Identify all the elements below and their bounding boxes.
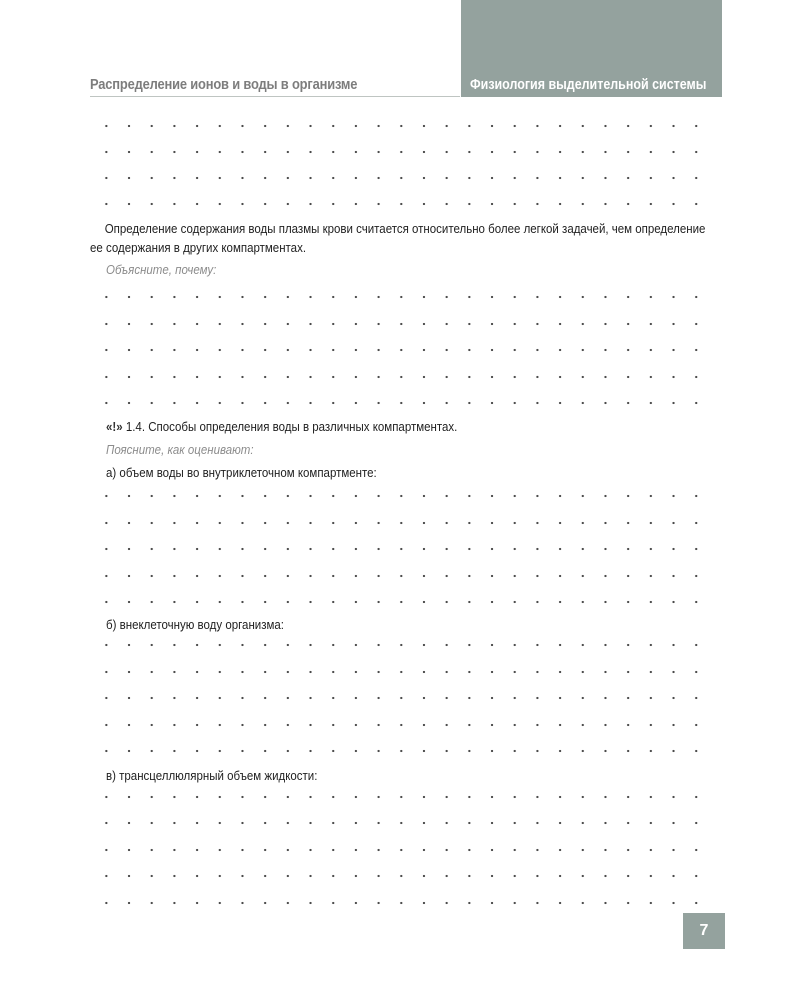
answer-line[interactable]	[95, 723, 707, 727]
answer-line[interactable]	[95, 295, 707, 299]
answer-line[interactable]	[95, 322, 707, 326]
answer-line[interactable]	[95, 150, 707, 154]
answer-line[interactable]	[95, 401, 707, 405]
answer-line[interactable]	[95, 848, 707, 852]
prompt-clarify: Поясните, как оценивают:	[106, 443, 254, 457]
answer-line[interactable]	[95, 600, 707, 604]
item-b-label: б) внеклеточную воду организма:	[106, 618, 285, 632]
section-header-title: Физиология выделительной системы	[470, 77, 707, 93]
question-paragraph: Определение содержания воды плазмы крови считается относительно более легкой задачей, чем определение ее содержания в других компартментах.	[90, 222, 706, 255]
answer-line[interactable]	[95, 670, 707, 674]
answer-line[interactable]	[95, 202, 707, 206]
chapter-header-title: Распределение ионов и воды в организме	[90, 76, 358, 93]
answer-line[interactable]	[95, 795, 707, 799]
answer-line[interactable]	[95, 901, 707, 905]
section-heading	[106, 418, 457, 437]
answer-line[interactable]	[95, 574, 707, 578]
answer-line[interactable]	[95, 124, 707, 128]
answer-line[interactable]	[95, 348, 707, 352]
answer-line[interactable]	[95, 643, 707, 647]
header-divider	[90, 96, 460, 97]
header-section-block	[461, 0, 722, 97]
prompt-explain: Объясните, почему:	[106, 263, 217, 277]
answer-line[interactable]	[95, 696, 707, 700]
item-c-label: в) трансцеллюлярный объем жидкости:	[106, 769, 318, 783]
answer-line[interactable]	[95, 874, 707, 878]
answer-line[interactable]	[95, 821, 707, 825]
item-a-label: а) объем воды во внутриклеточном компартменте:	[106, 466, 377, 480]
answer-line[interactable]	[95, 176, 707, 180]
page-number: 7	[683, 913, 725, 949]
section-title: 1.4. Способы определения воды в различных компартментах.	[125, 420, 458, 434]
answer-line[interactable]	[95, 494, 707, 498]
answer-line[interactable]	[95, 749, 707, 753]
answer-line[interactable]	[95, 521, 707, 525]
important-marker: «!»	[106, 420, 123, 434]
answer-line[interactable]	[95, 375, 707, 379]
answer-line[interactable]	[95, 547, 707, 551]
